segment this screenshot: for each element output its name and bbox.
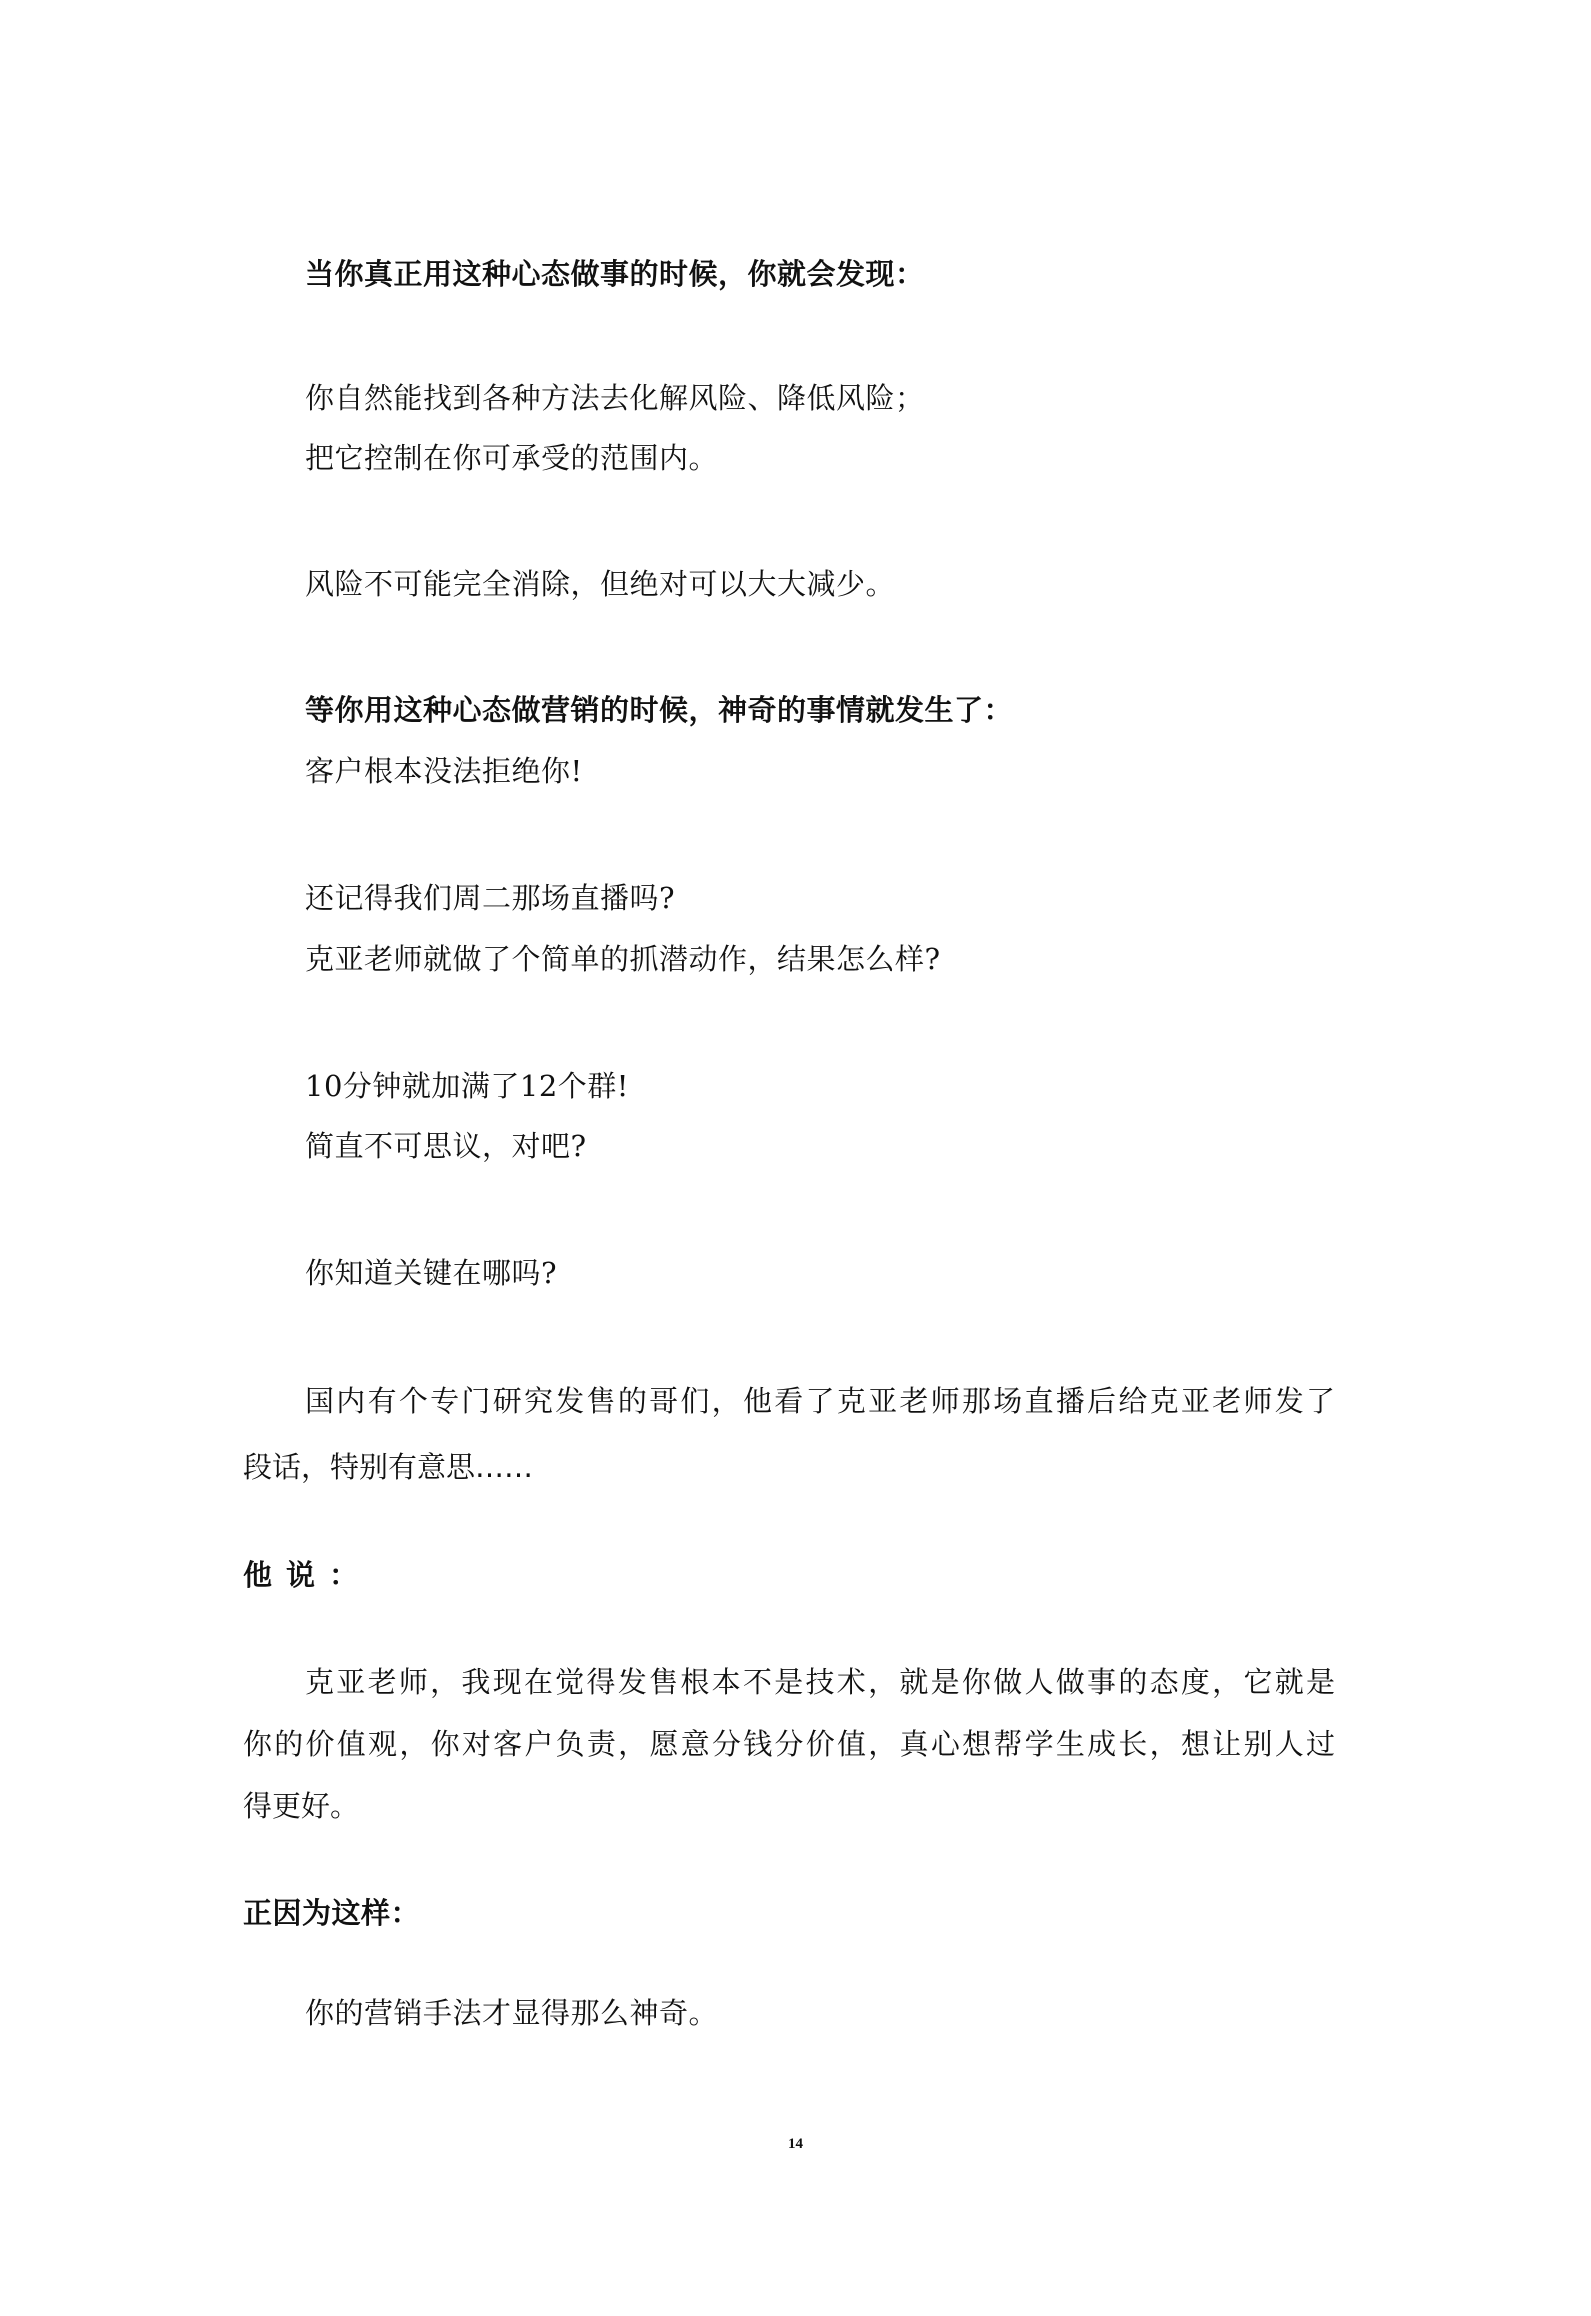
heading-marketing-magic: 等你用这种心态做营销的时候，神奇的事情就发生了： — [305, 693, 1014, 727]
heading-because-of-this: 正因为这样： — [243, 1896, 421, 1930]
paragraph-line: 简直不可思议，对吧? — [305, 1129, 587, 1163]
quote-line: 克亚老师，我现在觉得发售根本不是技术，就是你做人做事的态度，它就是 — [305, 1665, 1338, 1699]
paragraph-line: 把它控制在你可承受的范围内。 — [305, 441, 719, 475]
paragraph-line: 段话，特别有意思…… — [243, 1450, 534, 1484]
paragraph-line: 你知道关键在哪吗? — [305, 1256, 558, 1290]
paragraph-line: 你的营销手法才显得那么神奇。 — [305, 1996, 719, 2030]
paragraph-line: 克亚老师就做了个简单的抓潜动作，结果怎么样? — [305, 942, 941, 976]
paragraph-line: 国内有个专门研究发售的哥们，他看了克亚老师那场直播后给克亚老师发了 — [305, 1384, 1338, 1418]
paragraph-line: 10分钟就加满了12个群! — [305, 1069, 629, 1103]
quote-line: 你的价值观，你对客户负责，愿意分钱分价值，真心想帮学生成长，想让别人过 — [243, 1727, 1338, 1761]
heading-he-said: 他说： — [243, 1558, 373, 1592]
quote-line: 得更好。 — [243, 1789, 360, 1823]
page-number: 14 — [788, 2136, 803, 2152]
paragraph-line: 还记得我们周二那场直播吗? — [305, 881, 676, 915]
paragraph-line: 你自然能找到各种方法去化解风险、降低风险； — [305, 381, 925, 415]
heading-mindset-discovery: 当你真正用这种心态做事的时候，你就会发现： — [305, 257, 925, 291]
paragraph-line: 客户根本没法拒绝你! — [305, 754, 583, 788]
paragraph-line: 风险不可能完全消除，但绝对可以大大减少。 — [305, 567, 896, 601]
